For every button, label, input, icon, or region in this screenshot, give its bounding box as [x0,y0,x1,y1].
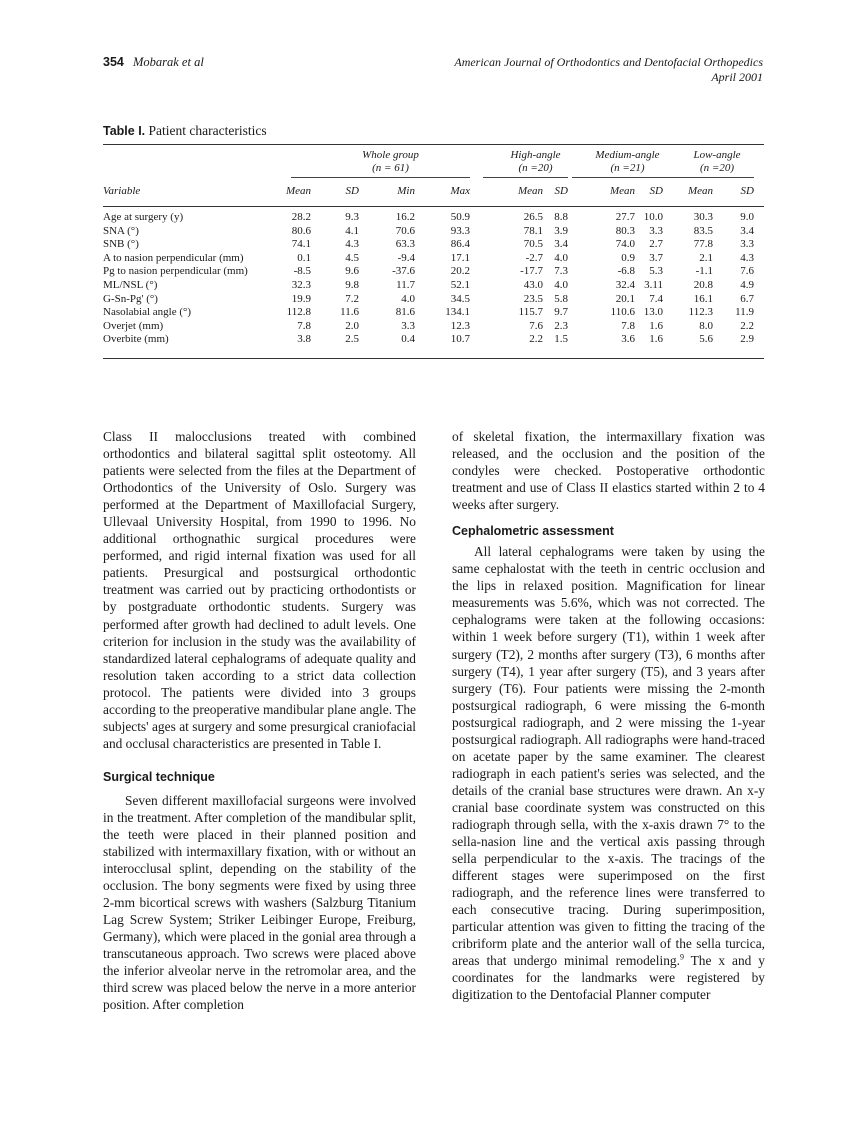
surgical-technique-paragraph: Seven different maxillofacial surgeons were involved in the treatment. After completion of the mandibular split, the teeth were placed in their planned position and stabilized with intermaxillary fixation, with or without an interocclusal splint, depending on the stability of the occlusion. The bony segments were fixed by using three 2-mm bicortical screws with washers (Salzburg Titanium Lag Screw System; Striker Leibinger Europe, Freiburg, Germany), which were placed in the gonial area through a transcutaneous approach. Two screws were placed above the inferior alveolar nerve in the retromolar area, and the third screw was placed below the nerve in a more anterior position. After completion [103,792,416,1013]
table-cell: 34.5 [450,292,470,305]
cephalometric-paragraph [452,543,765,1003]
column-header-variable: Variable [103,185,141,197]
fixation-paragraph: of skeletal fixation, the intermaxillary fixation was released, and the occlusion and the position of the condyles were checked. Postoperative orthodontic treatment and use of Class II elastics started within 2 to 4 weeks after surgery. [452,429,765,513]
table-cell: 77.8 [693,238,713,251]
table-cell: 2.7 [649,238,663,251]
table-cell: 3.11 [644,279,663,291]
table-cell: 2.1 [699,251,713,264]
table-cell: 0.9 [621,251,635,264]
column-header-4: Max [450,185,470,197]
table-cell: -6.8 [617,265,635,278]
table-cell: 27.7 [615,211,635,223]
table-cell: 7.8 [297,319,311,332]
table-cell: 32.3 [291,279,311,291]
table-title [103,123,267,139]
table-cell: 20.8 [693,279,713,291]
table-cell: 0.4 [401,333,415,346]
table-bottom-rule [103,358,764,359]
table-cell: 3.6 [621,333,635,346]
table-cell: 8.8 [554,211,568,223]
table-cell: 2.3 [554,319,568,332]
table-cell: 2.5 [345,333,359,346]
table-cell: -1.1 [695,265,713,278]
table-cell: 9.7 [554,306,568,319]
table-label: Table I. [103,124,146,138]
table-cell: 0.1 [297,251,311,264]
column-header-5: Mean [517,185,543,197]
table-cell: 78.1 [523,224,543,237]
table-cell: 28.2 [291,211,311,223]
table-cell: 3.7 [649,251,663,264]
column-header-2: SD [345,185,359,197]
table-cell: 7.6 [529,319,543,332]
table-cell: 11.7 [396,279,415,291]
table-cell: 26.5 [523,211,543,223]
table-cell: 63.3 [395,238,415,251]
table-row-label: Overjet (mm) [103,319,164,332]
table-cell: 2.9 [740,333,754,346]
cephalometric-text: All lateral cephalograms were taken by using the same cephalostat with the teeth in centric occlusion and the lips in relaxed position. Magnification for linear measurements was 5.6%, which was not corrected. The cephalograms were taken at the following occasions: within 1 week before surgery (T1), within 1 week after surgery (T2), 2 months after surgery (T3), 6 months after surgery (T4), 1 year after surgery (T5), and 3 years after surgery (T6). Four patients were missing the 2-month postsurgical radiograph, 6 were missing the 6-month postsurgical radiograph, and 2 were missing the 1-year postsurgical radiograph. All radiographs were hand-traced on acetate paper by the same examiner. The clearest radiograph in each patient's series was selected, and the details of the cranial base structures were drawn. An x-y cranial base coordinate system was constructed on this radiograph through sella, with the x-axis drawn 7° to the sella-nasion line and the vertical axis passing through sella perpendicular to the x-axis. The tracings of the different stages were superimposed on the first radiograph, and the reference lines were transferred to each consecutive tracing. During superimposition, particular attention was given to fitting the tracing of the cribriform plate and the anterior wall of the sella turcica, areas that undergo minimal remodeling. [452,544,765,969]
table-cell: 9.6 [345,265,359,278]
table-cell: 1.6 [649,319,663,332]
high-angle-underline [483,177,568,178]
table-cell: 12.3 [450,319,470,332]
table-cell: 93.3 [450,224,470,237]
table-cell: 3.4 [554,238,568,251]
table-row-label: Nasolabial angle (°) [103,306,192,319]
table-cell: 13.0 [643,306,663,319]
table-cell: 74.0 [615,238,635,251]
table-header-rule [103,206,764,207]
medium-angle-underline [572,177,663,178]
table-cell: 4.0 [554,279,568,291]
left-column [103,428,416,1014]
table-row-label: SNA (°) [103,224,139,237]
table-cell: 43.0 [523,279,543,291]
table-cell: 83.5 [693,224,713,237]
table-caption: Patient characteristics [148,123,267,138]
table-cell: 23.5 [523,292,543,305]
table-cell: 112.3 [688,306,713,319]
table-cell: 20.1 [615,292,635,305]
table-cell: 20.2 [450,265,470,278]
high-angle-header [493,149,578,175]
column-header-1: Mean [285,185,311,197]
low-angle-label: Low-angle [693,149,741,161]
table-cell: 17.1 [450,251,470,264]
table-cell: 7.2 [345,292,359,305]
whole-group-label: Whole group [362,149,419,161]
whole-group-n: (n = 61) [372,162,409,174]
right-column [452,428,765,1004]
table-cell: 4.0 [554,251,568,264]
table-cell: 5.6 [699,333,713,346]
low-angle-underline [660,177,754,178]
table-cell: 52.1 [450,279,470,291]
table-cell: 74.1 [291,238,311,251]
table-cell: 3.8 [297,333,311,346]
table-cell: 30.3 [693,211,713,223]
reference-superscript: 9 [679,952,684,962]
table-cell: 3.3 [740,238,754,251]
table-cell: -17.7 [520,265,543,278]
table-cell: 50.9 [450,211,470,223]
table-cell: 112.8 [286,306,311,319]
whole-group-header [301,149,480,175]
table-cell: 1.6 [649,333,663,346]
table-row-label: G-Sn-Pg' (°) [103,292,158,305]
column-header-8: SD [649,185,663,197]
table-cell: 110.6 [610,306,635,319]
cephalometric-assessment-heading: Cephalometric assessment [452,524,614,539]
medium-angle-label: Medium-angle [595,149,660,161]
running-header-right [454,55,763,85]
table-cell: 7.6 [740,265,754,278]
running-authors: Mobarak et al [132,55,204,69]
table-cell: 10.0 [643,211,663,223]
issue-date: April 2001 [711,70,763,84]
table-cell: 4.3 [740,251,754,264]
table-cell: 9.3 [345,211,359,223]
table-row-label: SNB (°) [103,238,139,251]
table-cell: 3.9 [554,224,568,237]
table-row-label: Overbite (mm) [103,333,169,346]
column-header-7: Mean [609,185,635,197]
table-cell: 9.8 [345,279,359,291]
table-cell: 1.5 [554,333,568,346]
column-header-3: Min [397,185,415,197]
table-cell: 86.4 [450,238,470,251]
table-cell: 9.0 [740,211,754,223]
table-row-label: ML/NSL (°) [103,279,158,291]
whole-group-underline [291,177,470,178]
table-cell: 3.3 [649,224,663,237]
table-cell: 4.1 [345,224,359,237]
table-cell: 4.3 [345,238,359,251]
cephalometric-text-continued: The x and y coordinates for the landmarks were registered by digitization to the Dentofacial Planner computer [452,953,765,1003]
table-cell: 3.4 [740,224,754,237]
table-cell: 2.0 [345,319,359,332]
table-cell: -37.6 [392,265,415,278]
table-cell: 19.9 [291,292,311,305]
table-row-label: Age at surgery (y) [103,211,184,223]
table-cell: 7.8 [621,319,635,332]
table-cell: -8.5 [293,265,311,278]
surgical-technique-heading: Surgical technique [103,769,215,784]
table-cell: 2.2 [740,319,754,332]
table-cell: 115.7 [518,306,543,319]
high-angle-label: High-angle [510,149,561,161]
low-angle-header [670,149,764,175]
table-cell: 80.3 [615,224,635,237]
table-cell: 5.8 [554,292,568,305]
table-cell: 11.9 [735,306,754,319]
medium-angle-n: (n =21) [610,162,645,174]
table-cell: 4.9 [740,279,754,291]
column-header-9: Mean [687,185,713,197]
table-cell: 16.1 [693,292,713,305]
table-cell: 2.2 [529,333,543,346]
table-cell: 81.6 [395,306,415,319]
medium-angle-header [582,149,673,175]
table-cell: 32.4 [615,279,635,291]
table-cell: -2.7 [525,251,543,264]
column-header-10: SD [740,185,754,197]
table-cell: 70.5 [523,238,543,251]
running-header-left [103,55,204,70]
high-angle-n: (n =20) [518,162,553,174]
table-cell: 10.7 [450,333,470,346]
table-row-label: Pg to nasion perpendicular (mm) [103,265,248,278]
table-cell: 4.5 [345,251,359,264]
page-number: 354 [103,55,124,69]
intro-paragraph: Class II malocclusions treated with combined orthodontics and bilateral sagittal split osteotomy. All patients were selected from the files at the Department of Orthodontics of the University of Oslo. Surgery was performed at the Department of Maxillofacial Surgery, Ullevaal University Hospital, from 1990 to 1996. No additional orthognathic surgical procedures were performed, and rigid internal fixation was used for all patients. Presurgical and postsurgical orthodontic treatment was carried out by practicing orthodontists or by postgraduate orthodontic students. Surgery was performed after growth had declined to adult levels. One criterion for inclusion in the study was the availability of standardized lateral cephalograms of adequate quality and resolution taken according to a strict data collection protocol. The patients were divided into 3 groups according to the preoperative mandibular plane angle. The subjects' ages at surgery and some presurgical craniofacial and occlusal characteristics are presented in Table I. [103,429,416,751]
table-cell: 16.2 [395,211,415,223]
table-cell: 5.3 [649,265,663,278]
table-cell: -9.4 [397,251,415,264]
table-cell: 134.1 [445,306,470,319]
table-cell: 70.6 [395,224,415,237]
table-cell: 11.6 [340,306,359,319]
table-cell: 80.6 [291,224,311,237]
table-cell: 3.3 [401,319,415,332]
table-row-label: A to nasion perpendicular (mm) [103,251,244,264]
table-cell: 6.7 [740,292,754,305]
table-cell: 7.3 [554,265,568,278]
table-cell: 8.0 [699,319,713,332]
journal-name: American Journal of Orthodontics and Dentofacial Orthopedics [454,55,763,69]
table-cell: 7.4 [649,292,663,305]
column-header-6: SD [554,185,568,197]
table-cell: 4.0 [401,292,415,305]
low-angle-n: (n =20) [700,162,734,174]
table-top-rule [103,144,764,145]
